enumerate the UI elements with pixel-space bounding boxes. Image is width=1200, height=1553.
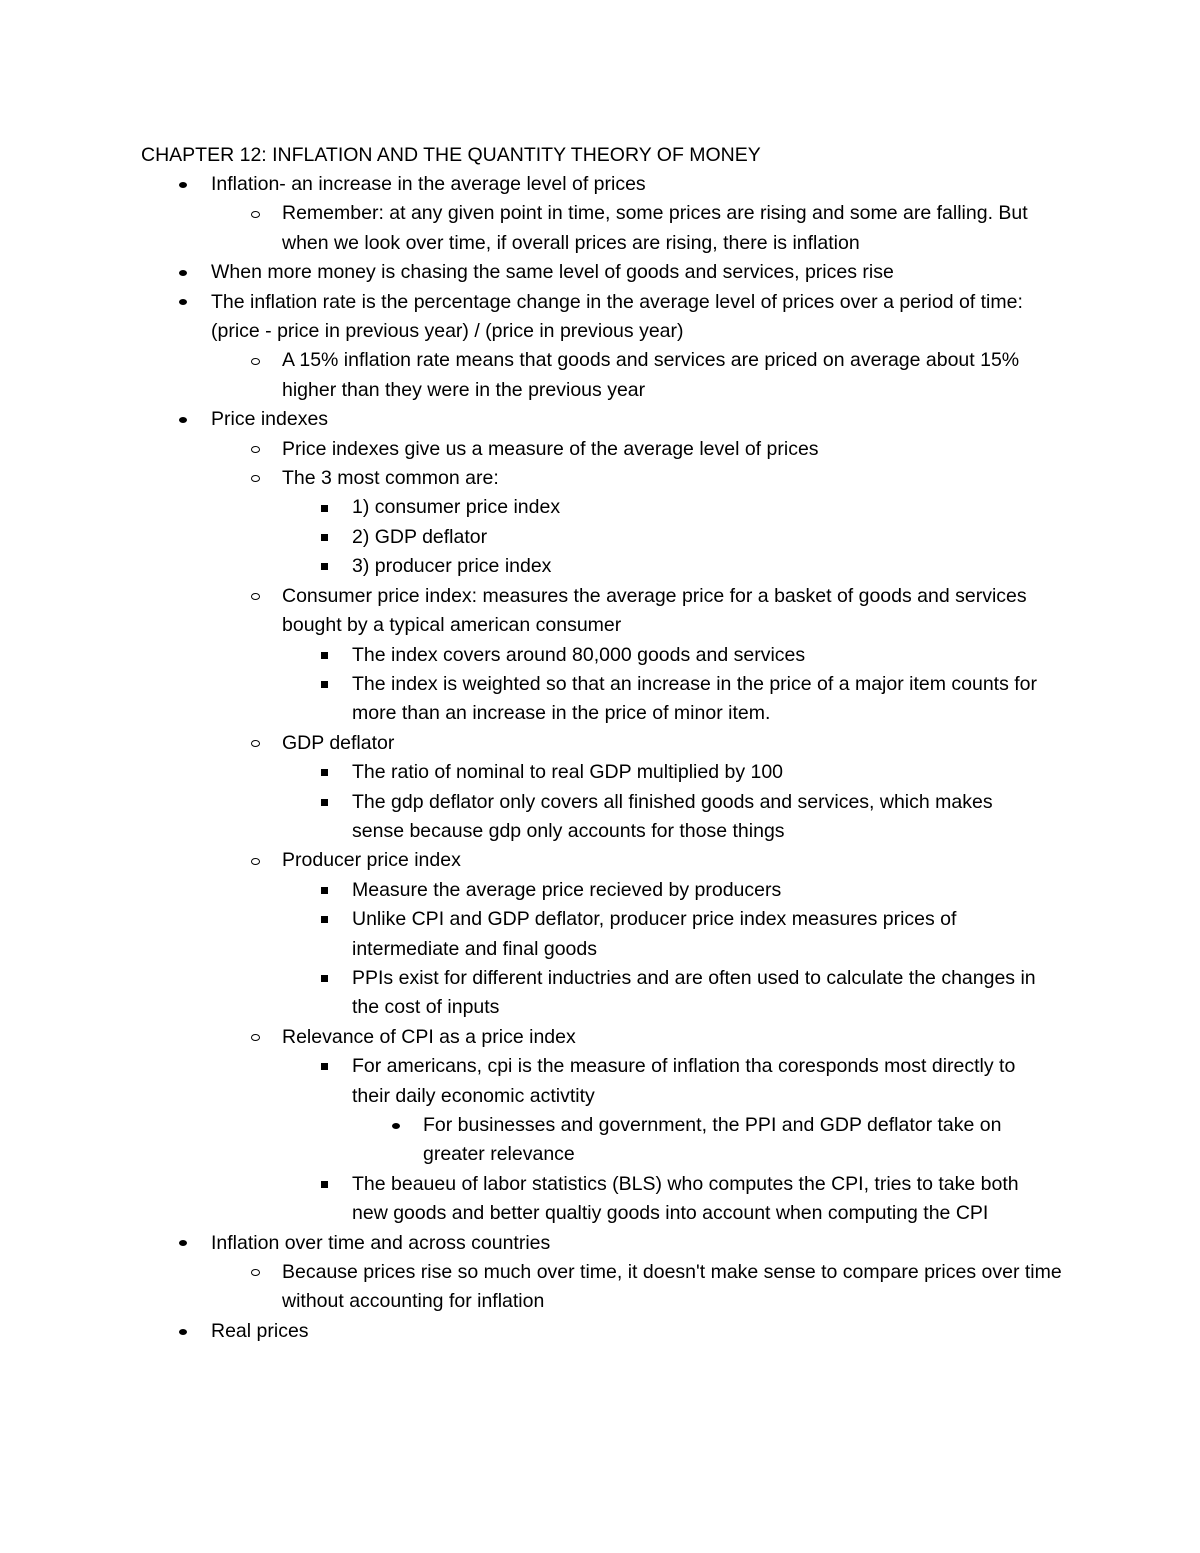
list-item [0, 1111, 1200, 1170]
bullet-dot-icon [176, 405, 190, 434]
bullet-square-icon [317, 552, 331, 581]
list-item-text: For businesses and government, the PPI and GDP deflator take on greater relevance [423, 1114, 1002, 1166]
bullet-circle-icon [248, 435, 262, 464]
list-item [0, 405, 1200, 434]
bullet-square-icon [317, 964, 331, 993]
list-item-text: Consumer price index: measures the average price for a basket of goods and services bought by a typical american consumer [282, 584, 1027, 637]
list-item [0, 876, 1200, 905]
bullet-circle-icon [248, 346, 262, 375]
list-item-text: Because prices rise so much over time, it doesn't make sense to compare prices over time without accounting for inflation [282, 1261, 1062, 1313]
list-item-text: GDP deflator [282, 731, 395, 754]
list-item-text: A 15% inflation rate means that goods and services are priced on average about 15% higher than they were in the previous year [282, 349, 1020, 401]
list-item [0, 1052, 1200, 1111]
bullet-circle-icon [248, 846, 262, 875]
list-item [0, 1258, 1200, 1317]
list-item-text: Unlike CPI and GDP deflator, producer price index measures prices of intermediate and final goods [352, 908, 957, 960]
bullet-dot-icon [176, 1229, 190, 1258]
list-item [0, 1229, 1200, 1258]
list-item-text: Producer price index [282, 849, 461, 872]
list-item-text: Remember: at any given point in time, some prices are rising and some are falling. But when we look over time, if overall prices are rising, there is inflation [282, 202, 1028, 254]
list-item-text: Price indexes give us a measure of the average level of prices [282, 437, 819, 460]
bullet-square-icon [317, 523, 331, 552]
bullet-square-icon [317, 758, 331, 787]
list-item [0, 964, 1200, 1023]
list-item-text: The inflation rate is the percentage change in the average level of prices over a period of time: (price - price in previous year) / (price in previous year) [211, 290, 1023, 343]
bullet-square-icon [317, 1052, 331, 1081]
list-item-text: Price indexes [211, 408, 329, 431]
bullet-square-icon [317, 641, 331, 670]
list-item-text: 2) GDP deflator [352, 525, 488, 548]
chapter-title: CHAPTER 12: INFLATION AND THE QUANTITY THEORY OF MONEY [141, 144, 761, 166]
bullet-square-icon [317, 905, 331, 934]
bullet-square-icon [317, 670, 331, 699]
list-item-text: The index covers around 80,000 goods and services [352, 643, 806, 666]
list-item [0, 464, 1200, 493]
bullet-dot-icon [389, 1111, 403, 1140]
notes-outline [0, 170, 1200, 1346]
list-item [0, 170, 1200, 199]
list-item [0, 1317, 1200, 1346]
list-item [0, 788, 1200, 847]
bullet-dot-icon [176, 170, 190, 199]
list-item-text: The ratio of nominal to real GDP multiplied by 100 [352, 761, 784, 784]
list-item-text: 1) consumer price index [352, 496, 561, 519]
bullet-circle-icon [248, 582, 262, 611]
list-item [0, 523, 1200, 552]
list-item [0, 729, 1200, 758]
bullet-circle-icon [248, 464, 262, 493]
bullet-square-icon [317, 1170, 331, 1199]
list-item-text: For americans, cpi is the measure of inflation tha coresponds most directly to their daily economic activtity [352, 1055, 1016, 1107]
list-item [0, 199, 1200, 258]
bullet-square-icon [317, 788, 331, 817]
bullet-dot-icon [176, 258, 190, 287]
list-item [0, 846, 1200, 875]
list-item-text: Inflation over time and across countries [211, 1231, 551, 1254]
list-item [0, 346, 1200, 405]
bullet-square-icon [317, 493, 331, 522]
bullet-dot-icon [176, 288, 190, 317]
list-item-text: The 3 most common are: [282, 467, 499, 490]
list-item [0, 288, 1200, 347]
list-item [0, 905, 1200, 964]
bullet-circle-icon [248, 1258, 262, 1287]
list-item-text: The gdp deflator only covers all finished goods and services, which makes sense because gdp only accounts for those things [352, 790, 993, 842]
bullet-square-icon [317, 876, 331, 905]
list-item-text: Inflation- an increase in the average level of prices [211, 173, 646, 195]
list-item [0, 493, 1200, 522]
list-item [0, 641, 1200, 670]
list-item [0, 552, 1200, 581]
list-item-text: When more money is chasing the same level of goods and services, prices rise [211, 261, 894, 284]
list-item-text: Real prices [211, 1319, 309, 1342]
bullet-circle-icon [248, 729, 262, 758]
bullet-circle-icon [248, 1023, 262, 1052]
bullet-dot-icon [176, 1317, 190, 1346]
list-item [0, 582, 1200, 641]
list-item-text: Measure the average price recieved by producers [352, 878, 782, 901]
list-item-text: The index is weighted so that an increase in the price of a major item counts for more than an increase in the price of minor item. [352, 672, 1038, 725]
list-item [0, 1170, 1200, 1229]
list-item [0, 758, 1200, 787]
list-item-text: 3) producer price index [352, 555, 552, 578]
list-item-text: The beaueu of labor statistics (BLS) who computes the CPI, tries to take both new goods and better qualtiy goods into account when computing the CPI [352, 1172, 1019, 1225]
list-item-text: Relevance of CPI as a price index [282, 1025, 576, 1048]
list-item-text: PPIs exist for different inductries and are often used to calculate the changes in the cost of inputs [352, 966, 1036, 1019]
list-item [0, 258, 1200, 287]
list-item [0, 670, 1200, 729]
list-item [0, 1023, 1200, 1052]
list-item [0, 435, 1200, 464]
bullet-circle-icon [248, 199, 262, 228]
